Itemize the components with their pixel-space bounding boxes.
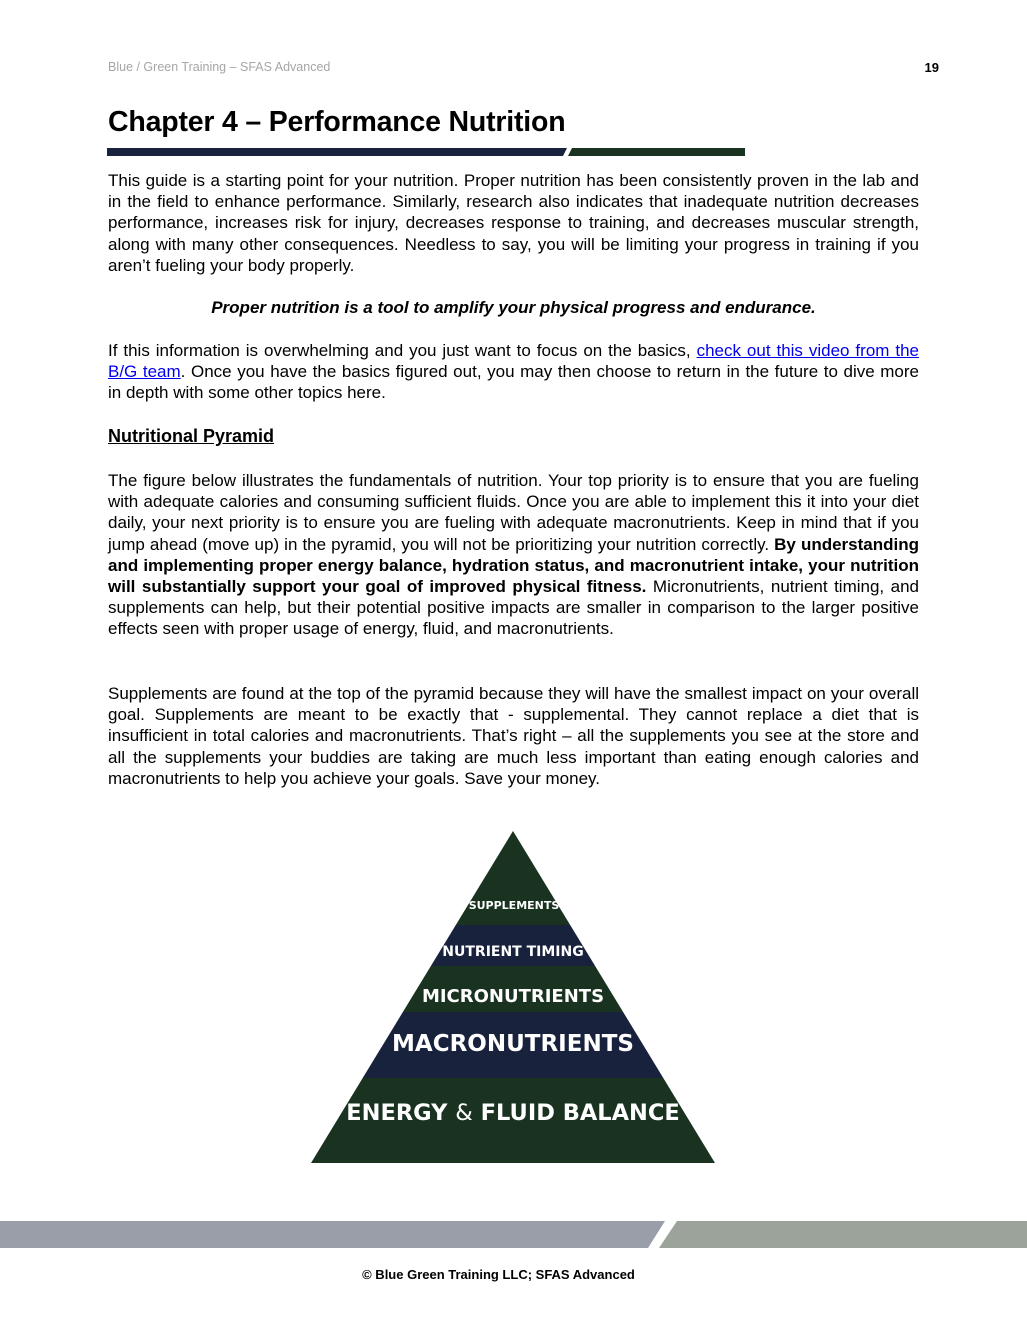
tier-label-nutrient-timing: NUTRIENT TIMING [442, 944, 584, 960]
footer-copyright: © Blue Green Training LLC; SFAS Advanced [362, 1267, 635, 1282]
running-header: Blue / Green Training – SFAS Advanced [108, 60, 331, 74]
title-underline-bar [107, 148, 745, 156]
tier-label-micronutrients: MICRONUTRIENTS [421, 986, 605, 1007]
chapter-title: Chapter 4 – Performance Nutrition [108, 106, 566, 138]
paragraph-text: The figure below illustrates the fundamentals of nutrition. Your top priority is to ensure that you are fueling with adequate calories and consuming sufficient fluids. Once you are able to implement this it into your diet daily, your next priority is to ensure you are fueling with adequate macronutrients. Keep in mind that if you jump ahead (move up) in the pyramid, you will not be prioritizing your nutrition correctly. [108, 471, 919, 554]
basics-text-after: . Once you have the basics figured out, you may then choose to return in the future to dive more in depth with some other topics here. [108, 362, 919, 403]
section-heading: Nutritional Pyramid [108, 426, 275, 446]
basics-paragraph [108, 340, 919, 404]
video-link[interactable]: check out this video from the B/G team [108, 341, 919, 382]
basics-text-before: If this information is overwhelming and you just want to focus on the basics, [108, 341, 697, 360]
tier-label-macronutrients: MACRONUTRIENTS [392, 1031, 634, 1057]
page-number: 19 [924, 60, 939, 75]
pyramid-explanation-paragraph [108, 470, 919, 640]
tier-label-energy-fluid [346, 1100, 680, 1126]
fluid-balance-words: FLUID BALANCE [480, 1100, 680, 1126]
emphasis-text: By understanding and implementing proper energy balance, hydration status, and macronutrient intake, your nutrition will substantially support your goal of improved physical fitness. [108, 534, 920, 597]
intro-paragraph: This guide is a starting point for your nutrition. Proper nutrition has been consistently proven in the lab and in the field to enhance performance. Similarly, research also indicates that inadequate nutrition decreases performance, increases risk for injury, decreases response to training, and decreases muscular strength, along with many other consequences. Needless to say, you will be limiting your progress in training if you aren’t fueling your body properly. [108, 171, 919, 275]
paragraph-text-end: Micronutrients, nutrient timing, and supplements can help, but their potential positive impacts are smaller in comparison to the larger positive effects seen with proper usage of energy, fluid, and macronutrients. [108, 577, 920, 639]
supplements-paragraph: Supplements are found at the top of the pyramid because they will have the smallest impact on your overall goal. Supplements are meant to be exactly that - supplemental. They cannot replace a diet that is insufficient in total calories and macronutrients. That’s right – all the supplements you see at the store and all the supplements your buddies are taking are much less important than eating enough calories and macronutrients to help you achieve your goals. Save your money. [108, 684, 919, 788]
ampersand: & [455, 1100, 473, 1126]
callout-statement: Proper nutrition is a tool to amplify your physical progress and endurance. [211, 298, 816, 317]
footer-decorative-bar [0, 1221, 1027, 1248]
nutritional-pyramid-figure [300, 825, 730, 1170]
tier-label-supplements: SUPPLEMENTS [468, 899, 560, 912]
energy-word: ENERGY [346, 1100, 448, 1126]
